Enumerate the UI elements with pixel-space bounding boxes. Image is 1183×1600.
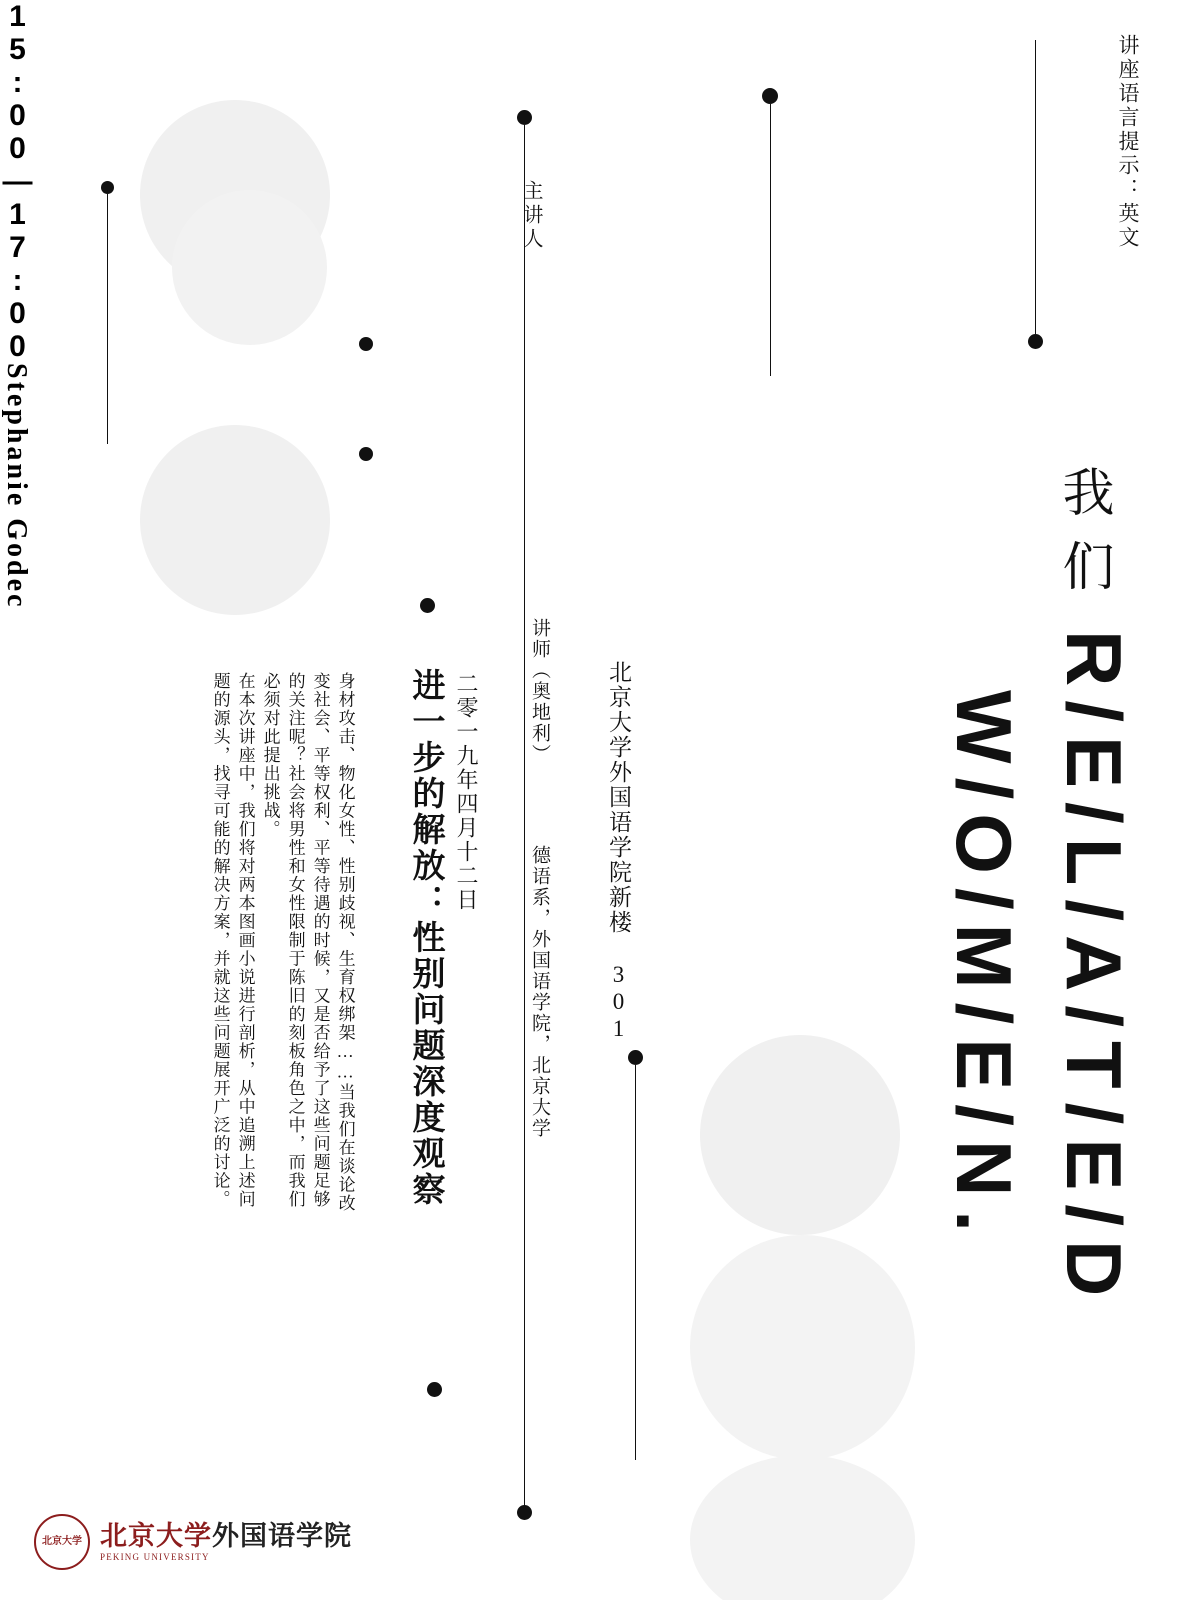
event-date: 二零一九年四月十二日	[454, 672, 479, 912]
decorative-dot	[517, 110, 532, 125]
speaker-label: 主讲人	[520, 180, 542, 252]
language-note: 讲座语言提示：英文	[1116, 34, 1140, 250]
logo-text	[100, 1522, 352, 1562]
event-time: 15:00—17:00	[1, 0, 34, 363]
body-line: 在本次讲座中，我们将对两本图画小说进行剖析，从中追溯上述问	[235, 672, 255, 1209]
decorative-line	[524, 1268, 525, 1518]
logo-name-cn	[100, 1522, 352, 1550]
page-title-cn: 我们	[1054, 465, 1111, 613]
decorative-dot	[427, 1382, 442, 1397]
body-line: 变社会、平等权利、平等待遇的时候，又是否给予了这些问题足够	[310, 672, 330, 1209]
body-line: 的关注呢？社会将男性和女性限制于陈旧的刻板角色之中，而我们	[285, 672, 305, 1209]
organization-logo	[34, 1514, 352, 1570]
decorative-circle	[172, 190, 327, 345]
decorative-line	[635, 1065, 636, 1460]
speaker-affiliation: 德语系，外国语学院，北京大学	[529, 845, 550, 1139]
body-line: 身材攻击、物化女性、性别歧视、生育权绑架……当我们在谈论改	[335, 672, 355, 1213]
title-line-1: R/E/L/A/T/E/D	[1050, 630, 1138, 1311]
decorative-dot	[1028, 334, 1043, 349]
logo-name-en: PEKING UNIVERSITY	[100, 1552, 210, 1563]
decorative-dot	[101, 181, 114, 194]
peking-university-seal-icon: 北京大学	[34, 1514, 90, 1570]
talk-title: 进一步的解放：性别问题深度观察	[407, 668, 444, 1208]
decorative-dot	[359, 447, 373, 461]
decorative-dot	[359, 337, 373, 351]
body-line: 题的源头，找寻可能的解决方案，并就这些问题展开广泛的讨论。	[210, 672, 230, 1209]
logo-university-cn: 北京大学	[100, 1520, 212, 1551]
decorative-circle	[140, 425, 330, 615]
decorative-dot	[628, 1050, 643, 1065]
logo-department-cn: 外国语学院	[212, 1520, 352, 1551]
decorative-line	[1035, 40, 1036, 334]
speaker-name: Stephanie Godec	[1, 363, 32, 610]
decorative-dot	[762, 88, 778, 104]
page-title-en	[835, 630, 1138, 1490]
speaker-title: 讲师（奥地利）	[529, 618, 550, 765]
event-venue: 北京大学外国语学院新楼 301	[606, 660, 631, 1043]
title-line-2: W/O/M/E/N.	[940, 690, 1028, 1246]
decorative-line	[770, 104, 771, 376]
decorative-line	[107, 194, 108, 444]
decorative-dot	[420, 598, 435, 613]
body-line: 必须对此提出挑战。	[260, 672, 280, 839]
